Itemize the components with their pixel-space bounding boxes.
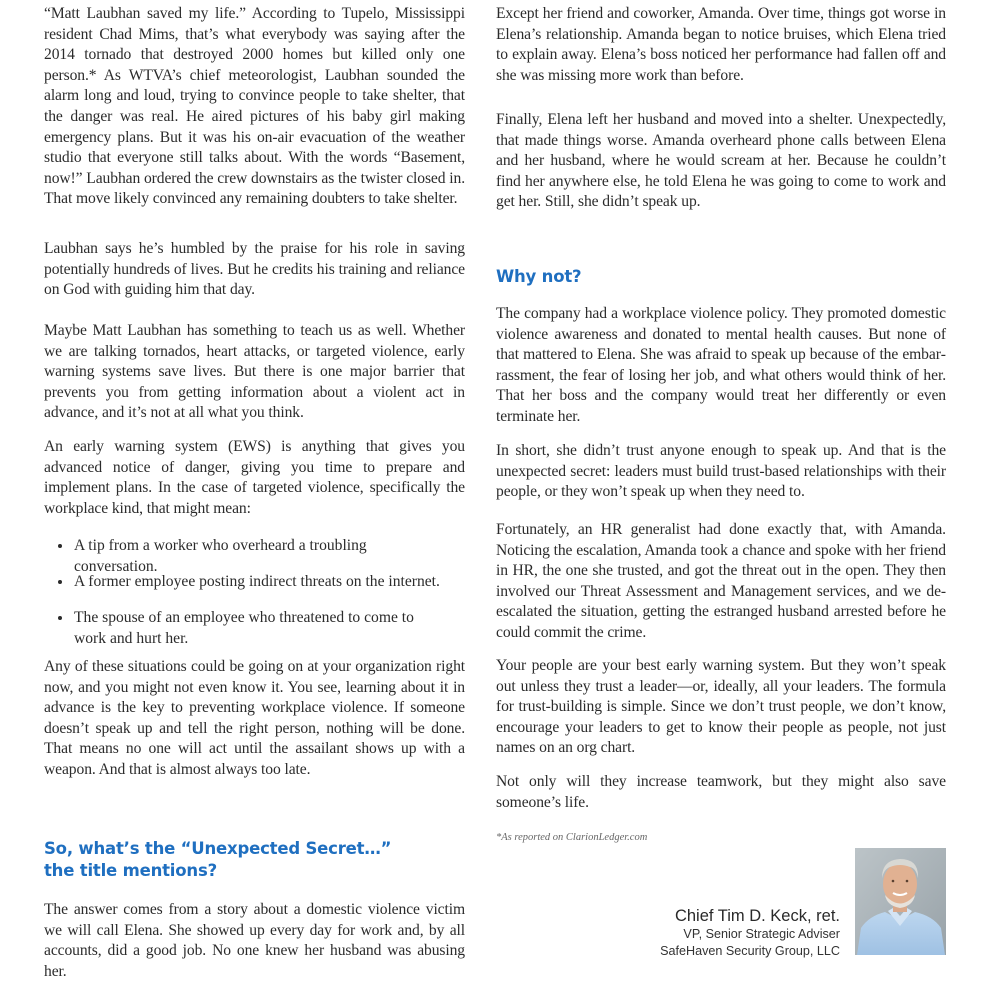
paragraph-closing: Not only will they increase teamwork, but they might also save someone’s life.	[496, 773, 946, 811]
section-heading-why-not: Why not?	[496, 267, 582, 286]
paragraph-best-ews: Your people are your best early warning system. But they won’t speak out unless they trust a leader—or, ideally, all your leaders. The formula for trust-building is simple. Since we don’t trust people, we don’t know, encourage your leaders to get to know their people as people, not just names on an org chart.	[496, 657, 946, 757]
paragraph-trust-secret: In short, she didn’t trust anyone enough to speak up. And that is the unexpected secret: leaders must build trust-based relationships with their people, or they won’t speak up when they need to.	[496, 442, 946, 501]
paragraph-hr-generalist: Fortunately, an HR generalist had done exactly that, with Amanda. Noticing the escalation, Amanda took a chance and spoke with her friend in HR, the one she trusted, and got the threat out in the open. They then involved our Threat Assessment and Management services, and we de-escalated the situation, getting the estranged husband arrested before he could commit the crime.	[496, 521, 946, 641]
bullet-icon	[58, 616, 62, 620]
author-company: SafeHaven Security Group, LLC	[660, 944, 840, 958]
paragraph-early-warning-lesson: Maybe Matt Laubhan has something to teach us as well. Whether we are talking tornados, heart attacks, or targeted violence, early warning systems save lives. But there is one major barrier that prevents you from getting information about a violent act in advance, and it’s not at all what you think.	[44, 322, 465, 422]
paragraph-tornado-intro: “Matt Laubhan saved my life.” According to Tupelo, Mississippi resident Chad Mims, that’s what everybody was saying after the 2014 tornado that destroyed 2000 homes but killed only one person.* As WTVA’s chief meteorologist, Laubhan sounded the alarm long and loud, trying to convince people to take shelter, that the danger was real. He aired pictures of his baby girl making emergency plans. But it was his on-air evacuation of the weather studio that everyone still talks about. With the words “Basement, now!” Laubhan ordered the crew downstairs as the twister closed in. That move likely convinced any remaining doubters to take shelter.	[44, 5, 465, 208]
paragraph-elena-story: The answer comes from a story about a domestic violence victim we will call Elena. She showed up every day for work and, by all accounts, did a good job. No one knew her husband was abusing her.	[44, 901, 465, 980]
author-name: Chief Tim D. Keck, ret.	[674, 907, 840, 925]
portrait-icon	[855, 848, 946, 955]
bullet-icon	[58, 544, 62, 548]
paragraph-ews-definition: An early warning system (EWS) is anything that gives you advanced notice of danger, giving you time to prepare and implement plans. In the case of targeted violence, specifically the workplace kind, that might mean:	[44, 438, 465, 517]
paragraph-situations: Any of these situations could be going on at your organization right now, and you might not even know it. You see, learning about it in advance is the key to preventing workplace violence. If someone doesn’t speak up and tell the right person, nothing will be done. That means no one will act until the assailant shows up with a weapon. And that is almost always too late.	[44, 658, 465, 778]
list-item	[44, 608, 465, 649]
author-title: VP, Senior Strategic Adviser	[683, 927, 840, 941]
list-item-text: A former employee posting indirect threats on the internet.	[74, 573, 440, 590]
paragraph-company-policy: The company had a workplace violence policy. They promoted domestic violence awareness and donated to mental health causes. But none of that mattered to Elena. She was afraid to speak up because of the embarrassment, the fear of losing her job, and what others would think of her. That her boss and the company would treat her differently or even terminate her.	[496, 305, 946, 425]
paragraph-shelter: Finally, Elena left her husband and moved into a shelter. Unexpectedly, that made things worse. Amanda overheard phone calls between Elena and her husband, where he would scream at her. Because he couldn’t find her anywhere else, he told Elena he was going to come to work and get her. Still, she didn’t speak up.	[496, 111, 946, 211]
paragraph-amanda: Except her friend and coworker, Amanda. Over time, things got worse in Elena’s relationship. Amanda began to notice bruises, which Elena tried to explain away. Elena’s boss noticed her performance had fallen off and she was missing more work than before.	[496, 5, 946, 84]
section-heading-unexpected-secret-line2: the title mentions?	[44, 861, 217, 880]
footnote-source: *As reported on ClarionLedger.com	[496, 832, 648, 843]
author-portrait-photo	[855, 848, 946, 955]
list-item-text: The spouse of an employee who threatened to come to work and hurt her.	[74, 609, 414, 647]
section-heading-unexpected-secret-line1: So, what’s the “Unexpected Secret…”	[44, 839, 392, 858]
list-item	[44, 536, 465, 577]
paragraph-laubhan-humbled: Laubhan says he’s humbled by the praise for his role in saving potentially hundreds of lives. But he credits his training and reliance on God with guiding him that day.	[44, 240, 465, 299]
bullet-icon	[58, 580, 62, 584]
list-item-text: A tip from a worker who overheard a troubling conversation.	[74, 537, 367, 575]
list-item	[44, 572, 465, 593]
